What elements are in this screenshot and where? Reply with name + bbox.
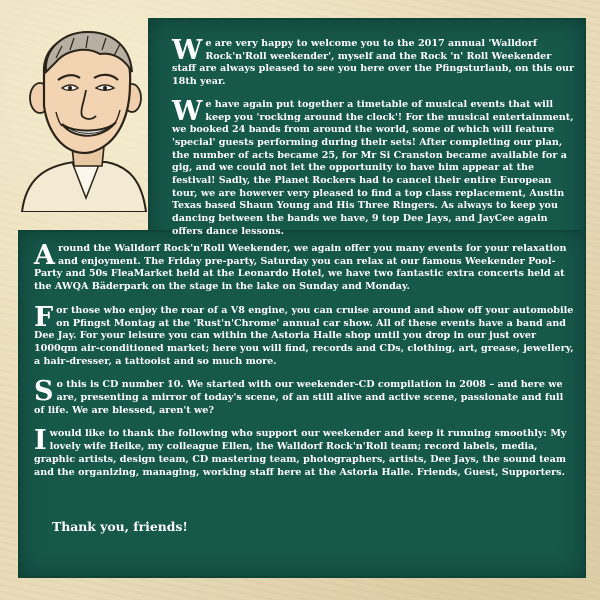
drop-cap: S — [34, 376, 54, 408]
welcome-text-top — [172, 35, 576, 249]
paragraph-carshow — [34, 301, 574, 369]
drop-cap: I — [34, 425, 47, 457]
drop-cap: W — [172, 35, 203, 66]
paragraph-text: round the Walldorf Rock'n'Roll Weekender, we again offer you many events for your relaxation and enjoyment. The Friday pre-party, Saturday you can relax at our famous Weekender Pool-Party and 50s FleaMarket held at the Leonardo Hotel, we have two fantastic extra concerts held at the AWQA Bäderpark on the stage in the lake on Sunday and Monday. — [34, 243, 567, 293]
closing-line: Thank you, friends! — [52, 519, 188, 534]
caricature-portrait-icon — [16, 28, 148, 212]
paragraph-welcome — [172, 35, 576, 89]
drop-cap: A — [34, 240, 55, 271]
drop-cap: F — [34, 301, 54, 333]
paragraph-text: would like to thank the following who support our weekender and keep it running smoothly: My lovely wife Heike, my colleague Ellen, the Walldorf Rock'n'Roll team; record labels, media, graphic artists, design team, CD mastering team, photographers, artists, Dee Jays, the sound team and the organizing, managing, working staff here at the Astoria Halle. Friends, Guest, Supporters. — [34, 428, 567, 478]
paragraph-text: e have again put together a timetable of musical events that will keep you 'rocking around the clock'! For the musical entertainment, we booked 24 bands from around the world, some of which will feature 'special' guests performing during their sets! After completing our plan, the number of acts became 25, for Mr Si Cranston became available for a gig, and we could not let the opportunity to have him appear at the festival! Sadly, the Planet Rockers had to cancel their entire European tour, we are however very pleased to find a top class replacement, Austin Texas based Shaun Young and His Three Ringers. As always to keep you dancing between the bands we have, 9 top Dee Jays, and JayCee again offers dance lessons. — [172, 98, 574, 237]
paragraph-events — [34, 240, 574, 294]
paragraph-thanks — [34, 425, 574, 479]
paragraph-cd — [34, 376, 574, 417]
drop-cap: W — [172, 95, 203, 127]
paragraph-text: e are very happy to welcome you to the 2017 annual 'Walldorf Rock'n'Roll weekender', myself and the Rock 'n' Roll Weekender staff are always pleased to see you here over the Pfingsturlaub, on this our 18th year. — [172, 38, 575, 88]
welcome-text-main — [34, 240, 574, 490]
paragraph-text: or those who enjoy the roar of a V8 engine, you can cruise around and show off your automobile on Pfingst Montag at the 'Rust'n'Chrome' annual car show. All of these events have a band and Dee Jay. For your leisure you can within the Astoria Halle shop until you drop in our just over 1000qm air-conditioned market; here you will find, records and CDs, clothing, art, grease, jewellery, a hair-dresser, a tattooist and so much more. — [34, 304, 574, 367]
paragraph-timetable — [172, 95, 576, 239]
paragraph-text: o this is CD number 10. We started with our weekender-CD compilation in 2008 – and here we are, presenting a mirror of today's scene, of an still alive and active scene, passionate and full of life. We are blessed, aren't we? — [34, 379, 564, 416]
